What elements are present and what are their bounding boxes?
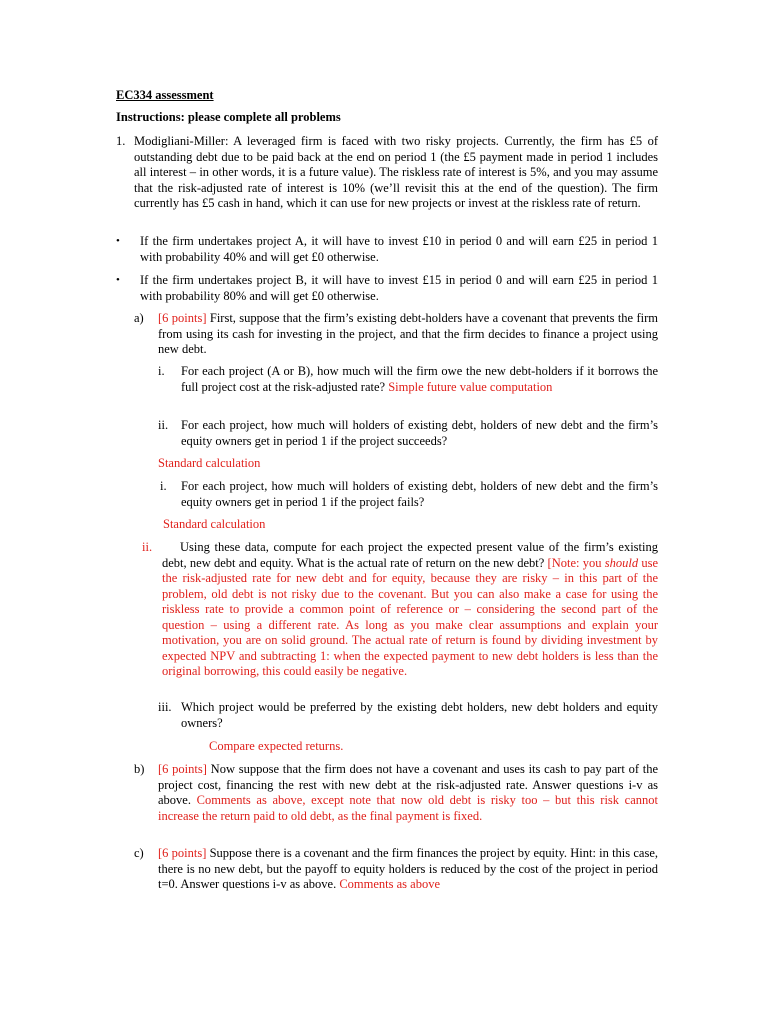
note-post: use the risk-adjusted rate for new debt and for equity, because they are risky – in this part of the problem, old debt is not risky due to the covenant. But you can also make a case for using the riskless rate to provide a common point of reference or – considering the second part of the question – using a different rate. As long as you make clear assumptions and explain your motivation, you are on solid ground. The actual rate of return is found by dividing investment by expected NPV and subtracting 1: when the expected payment to new debt holders is less than the original borrowing, this could easily be negative. <box>162 555 658 678</box>
note-comment <box>162 556 658 679</box>
bullet-project-b: If the firm undertakes project B, it will have to invest £15 in period 0 and will earn £25 in period 1 with probability 80% and will get £0 otherwise. <box>140 273 658 303</box>
problem-number: 1. <box>116 134 126 148</box>
document-title: EC334 assessment <box>116 88 214 102</box>
item-marker: i. <box>160 479 167 493</box>
bullet-icon: • <box>116 274 120 286</box>
item-marker: ii. <box>158 418 169 432</box>
part-a-points: [6 points] <box>158 311 207 325</box>
part-b-points: [6 points] <box>158 762 207 776</box>
bullet-icon: • <box>116 235 120 247</box>
part-c-marker: c) <box>134 846 144 860</box>
item-comment: Simple future value computation <box>388 379 553 394</box>
part-a-item-iii: Which project would be preferred by the existing debt holders, new debt holders and equity owners? <box>181 700 658 730</box>
part-c-text: Suppose there is a covenant and the firm finances the project by equity. Hint: in this case, there is no new debt, but the payoff to equity holders is reduced by the cost of the project in period t=0. Answer questions i-v as above. <box>158 846 658 891</box>
comment-standard-calculation: Standard calculation <box>158 456 261 470</box>
bullet-project-a: If the firm undertakes project A, it will have to invest £10 in period 0 and will earn £25 in period 1 with probability 40% and will get £0 otherwise. <box>140 234 658 264</box>
part-b-comment: Comments as above, except note that now old debt is risky too – but this risk cannot increase the return paid to old debt, as the final payment is fixed. <box>158 793 658 823</box>
part-a-item-i-fails: For each project, how much will holders of existing debt, holders of new debt and the firm’s equity owners get in period 1 if the project fails? <box>181 479 658 509</box>
item-text: For each project (A or B), how much will the firm owe the new debt-holders if it borrows the full project cost at the risk-adjusted rate? <box>181 364 658 394</box>
part-c-points: [6 points] <box>158 846 207 860</box>
part-a-marker: a) <box>134 311 144 325</box>
part-c-question <box>158 846 658 893</box>
instructions-heading: Instructions: please complete all problems <box>116 110 341 124</box>
item-marker: ii. <box>142 540 153 554</box>
part-b-question <box>158 762 658 824</box>
part-a-item-ii: For each project, how much will holders of existing debt, holders of new debt and the firm’s equity owners get in period 1 if the project succeeds? <box>181 418 658 448</box>
part-a-text: First, suppose that the firm’s existing debt-holders have a covenant that prevents the firm from using its cash for investing in the project, and that the firm decides to finance a project using new debt. <box>158 311 658 356</box>
comment-compare-returns: Compare expected returns. <box>209 739 344 753</box>
comment-standard-calculation: Standard calculation <box>163 517 266 531</box>
part-c-comment: Comments as above <box>339 877 441 891</box>
part-b-marker: b) <box>134 762 145 776</box>
part-a-question <box>158 311 658 358</box>
note-emphasis: should <box>604 555 639 570</box>
problem-intro: Modigliani-Miller: A leveraged firm is faced with two risky projects. Currently, the firm has £5 of outstanding debt due to be paid back at the end on period 1 (the £5 payment made in period 1 includes all interest – in other words, it is a future value). The riskless rate of interest is 5%, and you may assume that the risk-adjusted rate of interest is 10% (we’ll revisit this at the end of the question). The firm currently has £5 cash in hand, which it can use for new projects or invest at the riskless rate of return. <box>134 134 658 210</box>
item-marker: iii. <box>158 700 172 714</box>
item-marker: i. <box>158 364 165 378</box>
part-a-item-i <box>181 364 658 395</box>
part-b-text: Now suppose that the firm does not have a covenant and uses its cash to pay part of the project cost, financing the rest with new debt at the risk-adjusted rate. Answer questions i-v as above. <box>158 762 659 807</box>
item-text: Using these data, compute for each project the expected present value of the firm’s existing debt, new debt and equity. What is the actual rate of return on the new debt? <box>162 540 658 570</box>
note-pre: [Note: you <box>547 555 605 570</box>
part-a-item-ii-expected-value <box>162 540 658 680</box>
